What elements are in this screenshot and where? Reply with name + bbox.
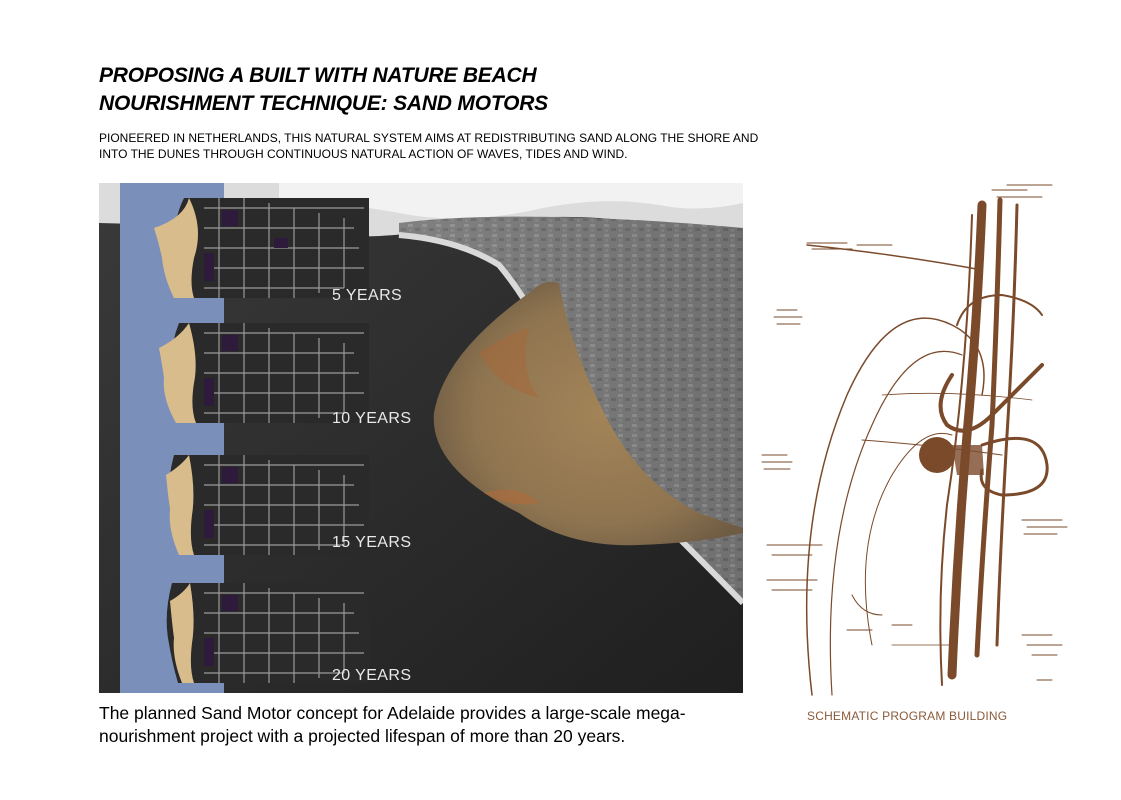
subtitle-line-1: PIONEERED IN NETHERLANDS, THIS NATURAL SYSTEM AIMS AT REDISTRIBUTING SAND ALONG THE SHORE AND (99, 131, 759, 145)
title-line-2: NOURISHMENT TECHNIQUE: SAND MOTORS (99, 92, 548, 115)
panel-label-20-years: 20 YEARS (332, 667, 412, 684)
page-subtitle (99, 130, 759, 162)
page-title (99, 62, 548, 118)
caption-line-1: The planned Sand Motor concept for Adelaide provides a large-scale mega- (99, 703, 686, 723)
map-panel-10-years (144, 323, 369, 423)
sketch-caption: SCHEMATIC PROGRAM BUILDING (807, 709, 1008, 723)
aerial-image (99, 183, 743, 693)
schematic-sketch (752, 175, 1077, 705)
panel-label-5-years: 5 YEARS (332, 287, 403, 304)
subtitle-line-2: INTO THE DUNES THROUGH CONTINUOUS NATURAL ACTION OF WAVES, TIDES AND WIND. (99, 147, 628, 161)
panel-label-15-years: 15 YEARS (332, 534, 412, 551)
map-panel-5-years (144, 198, 369, 298)
aerial-illustration (99, 183, 743, 693)
title-line-1: PROPOSING A BUILT WITH NATURE BEACH (99, 64, 537, 87)
figure-caption (99, 702, 719, 748)
caption-line-2: nourishment project with a projected lifespan of more than 20 years. (99, 726, 626, 746)
panel-label-10-years: 10 YEARS (332, 410, 412, 427)
